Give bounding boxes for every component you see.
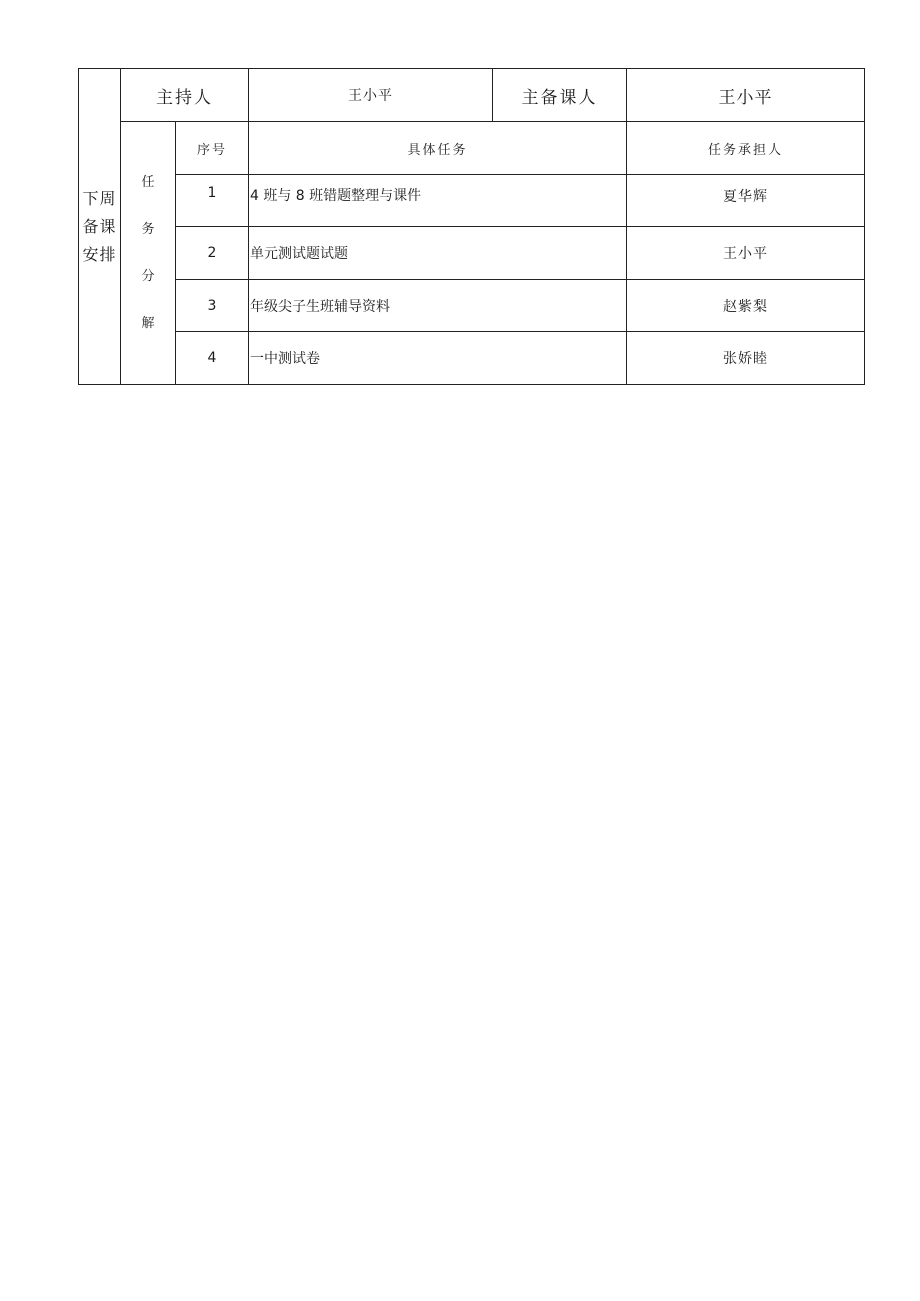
lead-label: 主备课人 (493, 69, 627, 122)
table-row (79, 332, 865, 385)
table-row (79, 280, 865, 332)
row-index: 3 (176, 280, 249, 332)
column-header-row (79, 122, 865, 175)
row-index: 1 (176, 175, 249, 227)
host-value: 王小平 (249, 69, 493, 122)
header-row (79, 69, 865, 122)
row-task: 4 班与 8 班错题整理与课件 (249, 175, 627, 227)
host-label: 主持人 (121, 69, 249, 122)
table-row (79, 227, 865, 280)
row-task: 年级尖子生班辅导资料 (249, 280, 627, 332)
breakdown-label-cell (121, 122, 176, 385)
row-owner: 张娇睦 (627, 332, 865, 385)
column-header-task: 具体任务 (249, 122, 627, 175)
row-owner: 王小平 (627, 227, 865, 280)
row-task: 一中测试卷 (249, 332, 627, 385)
table-row (79, 175, 865, 227)
section-label-line-3: 安排 (82, 244, 117, 264)
section-label-cell (79, 69, 121, 385)
row-index: 4 (176, 332, 249, 385)
row-owner: 赵紫梨 (627, 280, 865, 332)
lesson-plan-table (78, 68, 865, 385)
breakdown-label-char-1: 任 (141, 175, 155, 190)
row-task: 单元测试题试题 (249, 227, 627, 280)
section-label-line-1: 下周 (82, 188, 117, 208)
column-header-index: 序号 (176, 122, 249, 175)
breakdown-label-char-2: 务 (141, 222, 155, 237)
section-label-line-2: 备课 (82, 216, 117, 236)
breakdown-label-char-4: 解 (141, 316, 155, 331)
lead-value: 王小平 (627, 69, 865, 122)
row-owner: 夏华辉 (627, 175, 865, 227)
column-header-owner: 任务承担人 (627, 122, 865, 175)
breakdown-label-char-3: 分 (141, 269, 155, 284)
row-index: 2 (176, 227, 249, 280)
